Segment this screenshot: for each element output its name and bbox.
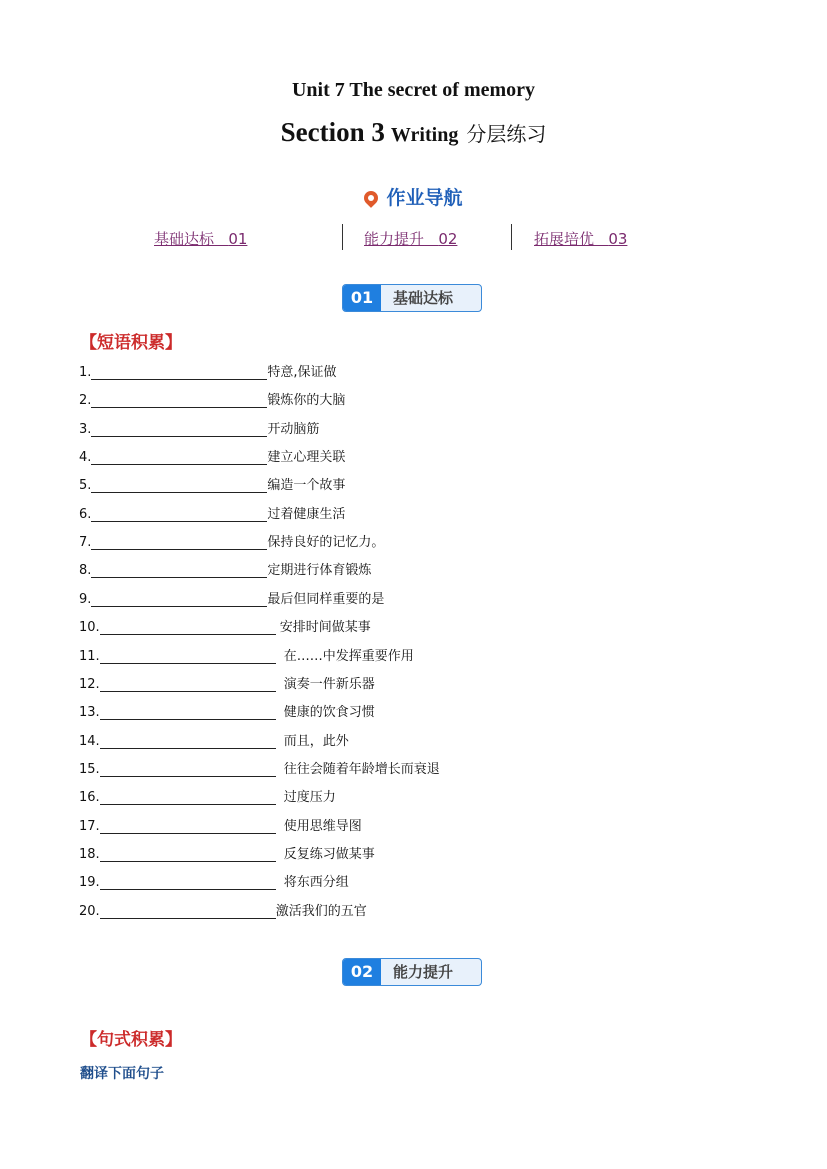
item-text: 在……中发挥重要作用 (283, 649, 414, 664)
answer-blank[interactable] (100, 789, 276, 805)
item-number: 15. (79, 762, 100, 777)
item-text: 健康的饮食习惯 (283, 705, 375, 720)
answer-blank[interactable] (91, 562, 267, 578)
item-number: 19. (79, 875, 100, 890)
item-text: 开动脑筋 (267, 422, 320, 437)
item-number: 5. (79, 478, 92, 493)
item-text: 最后但同样重要的是 (267, 592, 385, 607)
answer-blank[interactable] (100, 818, 276, 834)
item-text: 过着健康生活 (267, 507, 346, 522)
item-number: 12. (79, 677, 100, 692)
homework-nav-heading (0, 183, 827, 210)
answer-blank[interactable] (100, 648, 276, 664)
item-number: 14. (79, 734, 100, 749)
nav-link-improve-label: 能力提升 (364, 230, 425, 248)
item-number: 18. (79, 847, 100, 862)
nav-link-extend-label: 拓展培优 (534, 230, 595, 248)
phrase-item (79, 618, 371, 638)
phrase-item (79, 732, 349, 752)
translation-instruction: 翻译下面句子 (80, 1066, 164, 1082)
item-text: 往往会随着年龄增长而衰退 (283, 762, 440, 777)
answer-blank[interactable] (91, 534, 267, 550)
item-number: 10. (79, 620, 100, 635)
answer-blank[interactable] (91, 392, 267, 408)
subtitle-cn: 分层练习 (466, 122, 547, 146)
homework-nav-title: 作业导航 (386, 187, 463, 209)
phrase-item (79, 703, 375, 723)
section-title (0, 117, 827, 148)
nav-link-basic-num: 01 (228, 230, 248, 248)
answer-blank[interactable] (91, 449, 267, 465)
section-label: Section 3 (280, 117, 385, 147)
phrase-item (79, 675, 375, 695)
phrase-item (79, 760, 440, 780)
phrase-item (79, 420, 319, 440)
nav-link-improve-num: 02 (438, 230, 458, 248)
phrase-item (79, 873, 349, 893)
phrase-item (79, 788, 336, 808)
nav-link-extend-num: 03 (608, 230, 628, 248)
item-text: 保持良好的记忆力。 (267, 535, 385, 550)
section-badge-improve (342, 958, 482, 986)
answer-blank[interactable] (91, 364, 267, 380)
nav-link-improve[interactable] (364, 228, 457, 249)
item-text: 定期进行体育锻炼 (267, 563, 372, 578)
unit-title: Unit 7 The secret of memory (291, 79, 536, 101)
section-badge-basic (342, 284, 482, 312)
answer-blank[interactable] (100, 704, 276, 720)
item-number: 20. (79, 904, 100, 919)
answer-blank[interactable] (100, 903, 276, 919)
answer-blank[interactable] (100, 761, 276, 777)
phrase-item (79, 817, 362, 837)
item-number: 4. (79, 450, 92, 465)
item-number: 13. (79, 705, 100, 720)
answer-blank[interactable] (91, 477, 267, 493)
item-number: 8. (79, 563, 92, 578)
phrase-item (79, 505, 345, 525)
nav-divider (342, 224, 343, 250)
item-number: 17. (79, 819, 100, 834)
item-number: 3. (79, 422, 92, 437)
badge-number: 02 (343, 959, 381, 985)
nav-link-extend[interactable] (534, 228, 627, 249)
item-number: 11. (79, 649, 100, 664)
item-text: 反复练习做某事 (283, 847, 375, 862)
item-number: 16. (79, 790, 100, 805)
item-number: 7. (79, 535, 92, 550)
item-text: 特意,保证做 (267, 365, 337, 380)
phrase-item (79, 363, 337, 383)
phrase-item (79, 590, 384, 610)
sentence-section-heading: 【句式积累】 (80, 1030, 182, 1050)
phrase-item (79, 391, 345, 411)
item-text: 而且，此外 (283, 734, 349, 749)
phrase-section-heading: 【短语积累】 (80, 333, 182, 353)
item-text: 激活我们的五官 (275, 904, 367, 919)
answer-blank[interactable] (91, 591, 267, 607)
answer-blank[interactable] (91, 506, 267, 522)
nav-link-basic-label: 基础达标 (154, 230, 215, 248)
phrase-item (79, 845, 375, 865)
answer-blank[interactable] (100, 874, 276, 890)
nav-link-basic[interactable] (154, 228, 247, 249)
answer-blank[interactable] (91, 421, 267, 437)
item-text: 使用思维导图 (283, 819, 362, 834)
nav-divider (511, 224, 512, 250)
item-number: 9. (79, 592, 92, 607)
phrase-item (79, 448, 345, 468)
item-text: 演奏一件新乐器 (283, 677, 375, 692)
phrase-item (79, 533, 384, 553)
answer-blank[interactable] (100, 733, 276, 749)
item-text: 编造一个故事 (267, 478, 346, 493)
phrase-item (79, 902, 367, 922)
answer-blank[interactable] (100, 846, 276, 862)
answer-blank[interactable] (100, 676, 276, 692)
badge-label: 基础达标 (393, 289, 454, 307)
item-text: 安排时间做某事 (279, 620, 371, 635)
answer-blank[interactable] (100, 619, 276, 635)
item-number: 2. (79, 393, 92, 408)
item-text: 将东西分组 (283, 875, 349, 890)
badge-label: 能力提升 (393, 963, 454, 981)
phrase-item (79, 647, 414, 667)
item-text: 建立心理关联 (267, 450, 346, 465)
writing-label: Writing (390, 124, 459, 146)
badge-number: 01 (343, 285, 381, 311)
item-text: 过度压力 (283, 790, 336, 805)
location-pin-icon (362, 188, 382, 208)
phrase-item (79, 476, 345, 496)
item-number: 1. (79, 365, 92, 380)
item-number: 6. (79, 507, 92, 522)
item-text: 锻炼你的大脑 (267, 393, 346, 408)
phrase-item (79, 561, 371, 581)
